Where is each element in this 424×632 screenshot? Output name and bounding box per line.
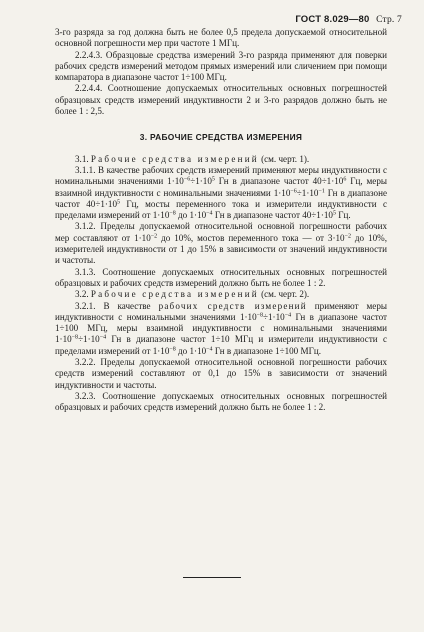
- text-run: 3.2.1. В качестве: [75, 300, 159, 311]
- text-run: Гн в диапазоне 1÷100 МГц.: [212, 345, 321, 356]
- text-run: Гн в диапазоне частот 40÷1·10: [212, 210, 333, 221]
- section-title: 3. РАБОЧИЕ СРЕДСТВА ИЗМЕРЕНИЯ: [139, 132, 303, 143]
- figure-reference: (см. черт. 2).: [261, 289, 310, 300]
- text-run: 3.1.1. В качестве рабочих средств измерений применяют меры индуктивности с номинальными значениями 1·10: [55, 164, 387, 187]
- exponent: −8: [71, 334, 79, 341]
- text-run: до 10%, мостов переменного тока — от 3·10: [157, 232, 345, 243]
- page-number: Стр. 7: [376, 15, 402, 25]
- exponent: 5: [211, 176, 215, 183]
- clause-number: 3.2.: [75, 289, 89, 300]
- clause-number: 3.1.: [75, 153, 89, 164]
- figure-reference: (см. черт. 1).: [261, 153, 310, 164]
- text-run: Гн в диапазоне частот 40÷1·10: [55, 187, 387, 209]
- text-run: Гц, мосты переменного тока и измерители индуктивности с пределами измерений от 1·10: [55, 198, 387, 221]
- text-run: ÷1·10: [263, 311, 285, 322]
- text-run: ÷1·10: [190, 176, 212, 187]
- paragraph-3-1-3: 3.1.3. Соотношение допускаемых относительных основных погрешностей образцовых и рабочих средств измерений должно быть не более 1 : 2.: [55, 266, 387, 288]
- paragraph-3-2-1: [55, 301, 387, 357]
- end-rule: [183, 577, 241, 578]
- exponent: −8: [256, 312, 264, 319]
- text-run: Гн в диапазоне частот 40÷1·10: [214, 176, 344, 187]
- exponent: −2: [344, 233, 351, 240]
- paragraph-2-2-4-3: 2.2.4.3. Образцовые средства измерений 3-го разряда применяют для поверки рабочих средств измерений методом прямых измерений или сличением при помощи компаратора в диапазоне частот 1÷100 МГц.: [55, 49, 387, 83]
- paragraph-3-1-2: [55, 221, 387, 266]
- exponent: −4: [99, 334, 107, 341]
- spaced-heading: Рабочие средства измерений: [90, 153, 259, 164]
- standard-number: ГОСТ 8.029—80: [295, 14, 370, 25]
- paragraph-3-2-2: 3.2.2. Пределы допускаемой относительной основной погрешности рабочих средств измерений составляют от 0,1 до 15% в зависимости от значений индуктивности и частоты.: [55, 357, 387, 390]
- paragraph-3-2-3: 3.2.3. Соотношение допускаемых относительных основных погрешностей образцовых и рабочих средств измерений должно быть не более 1 : 2.: [55, 390, 387, 413]
- exponent: 6: [343, 176, 347, 183]
- exponent: −4: [284, 312, 292, 319]
- paragraph-3-2: [55, 289, 387, 300]
- exponent: −2: [150, 233, 158, 240]
- paragraph-2-2-4-4: 2.2.4.4. Соотношение допускаемых относительных основных погрешностей образцовых средств измерений индуктивности 2 и 3-го разрядов должно быть не более 1 : 2,5.: [55, 83, 387, 117]
- exponent: −6: [183, 176, 191, 183]
- text-run: до 10%, измерителей индуктивности от 1 до 15% в зависимости от значений индуктивности и частоты.: [55, 232, 387, 266]
- text-run: ÷1·10: [78, 334, 100, 345]
- text-run: до 1·10: [175, 345, 207, 356]
- exponent: −8: [169, 210, 176, 217]
- text-run: Гн в диапазоне частот 1÷100 МГц, меры взаимной индуктивности с номинальными значениями 1·10: [55, 311, 387, 345]
- spaced-phrase: рабочих средств измерений: [158, 300, 307, 311]
- text-run: ÷1·10: [296, 187, 319, 198]
- exponent: −6: [290, 188, 297, 195]
- exponent: −4: [206, 210, 213, 217]
- paragraph-3-1: [55, 154, 387, 165]
- paragraph-continuation: 3-го разряда за год должна быть не более 0,5 предела допускаемой относительной основной погрешности мер при частоте 1 МГц.: [55, 27, 387, 49]
- exponent: 5: [332, 210, 336, 217]
- paragraph-3-1-1: [55, 165, 387, 221]
- text-run: применяют меры индуктивности с номинальными значениями 1·10: [55, 300, 387, 322]
- text-run: до 1·10: [175, 210, 207, 221]
- document-body: [55, 27, 387, 414]
- text-run: Гц, меры взаимной индуктивности с номинальными значениями 1·10: [55, 176, 387, 198]
- spaced-heading: Рабочие средства измерений: [90, 289, 259, 300]
- text-run: 3.1.2. Пределы допускаемой относительной основной погрешности рабочих мер составляют от 1·10: [55, 221, 387, 243]
- text-run: Гц.: [335, 210, 351, 221]
- page-header: [295, 14, 402, 25]
- exponent: −4: [206, 346, 213, 353]
- exponent: −1: [318, 188, 325, 195]
- text-run: Гн в диапазоне частот 1÷10 МГц и измерители индуктивности с пределами измерений от 1·10: [55, 334, 387, 356]
- exponent: −8: [169, 346, 176, 353]
- exponent: 5: [117, 199, 121, 206]
